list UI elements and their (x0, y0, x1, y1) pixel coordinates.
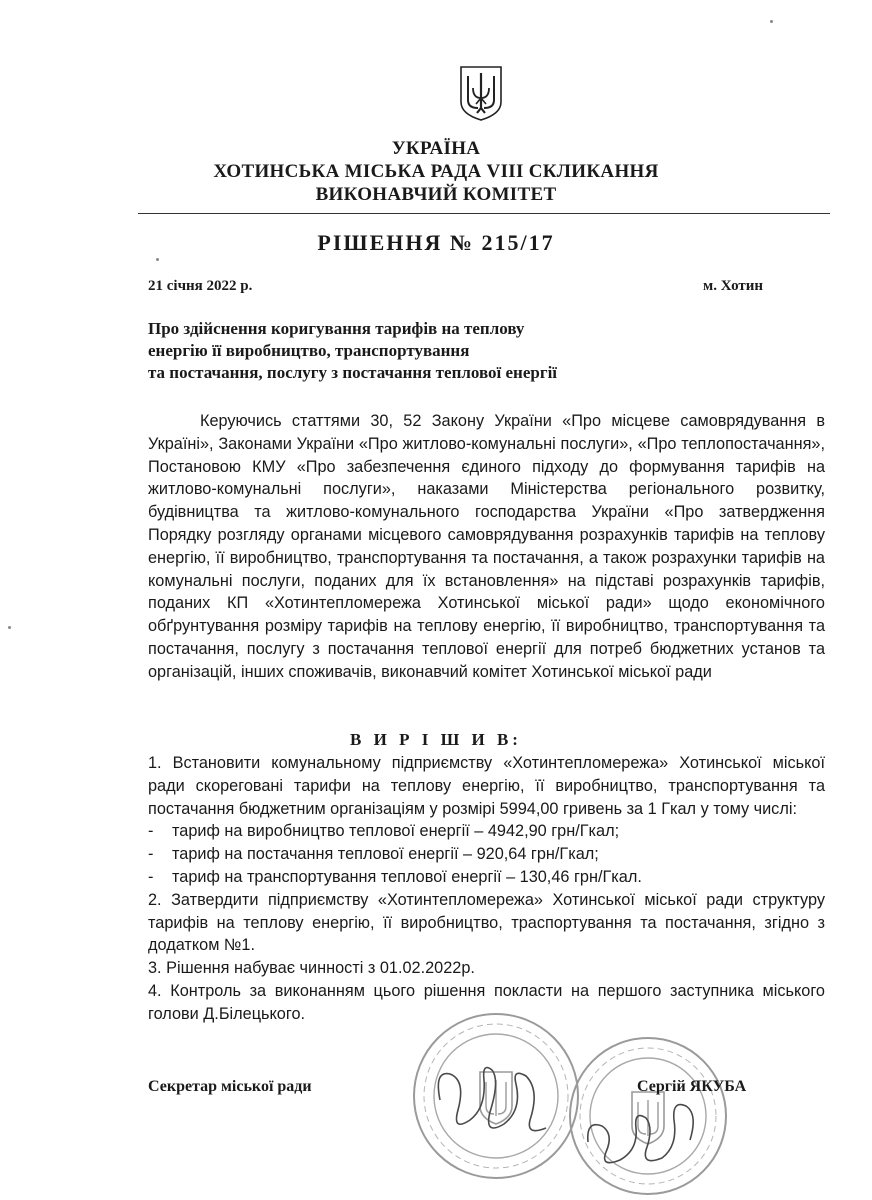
tariff-list (148, 820, 825, 888)
trident-emblem-icon (458, 64, 504, 122)
tariff-item-text: тариф на постачання теплової енергії – 920,64 грн/Гкал; (172, 845, 599, 864)
signature-name: Сергій ЯКУБА (637, 1078, 747, 1095)
subject-line: та постачання, послугу з постачання теплової енергії (148, 363, 558, 382)
signature-position: Секретар міської ради (148, 1078, 312, 1095)
item-1: 1. Встановити комунальному підприємству «Хотинтепломережа» Хотинської міської ради скореговані тарифи на теплову енергію, її виробництво, транспортування та постачання бюджетним організаціям у розмірі 5994,00 гривень за 1 Гкал у тому числі: (148, 754, 825, 818)
list-dash: - (148, 845, 154, 864)
resolution-items (148, 752, 825, 1026)
tariff-item (148, 843, 825, 866)
header-council: ХОТИНСЬКА МІСЬКА РАДА VIII СКЛИКАННЯ (213, 161, 659, 182)
decision-city: м. Хотин (703, 278, 764, 294)
handwritten-signature-icon (430, 1040, 570, 1150)
tariff-item-text: тариф на виробництво теплової енергії – 4942,90 грн/Гкал; (172, 822, 620, 841)
list-dash: - (148, 867, 154, 886)
subject-line: енергію її виробництво, транспортування (148, 341, 470, 360)
decision-subject (148, 318, 557, 384)
decision-date: 21 січня 2022 р. (148, 278, 253, 294)
tariff-item (148, 820, 825, 843)
scan-speck (8, 626, 11, 629)
list-dash: - (148, 822, 154, 841)
item-2: 2. Затвердити підприємству «Хотинтепломережа» Хотинської міської ради структуру тарифів на теплову енергію, її виробництво, траспортування та постачання, згідно з додатком №1. (148, 890, 825, 955)
item-4: 4. Контроль за виконанням цього рішення покласти на першого заступника міського голови Д.Білецького. (148, 981, 825, 1023)
header-divider (138, 213, 830, 214)
item-3: 3. Рішення набуває чинності з 01.02.2022р. (148, 959, 475, 978)
tariff-item-text: тариф на транспортування теплової енергії – 130,46 грн/Гкал. (172, 867, 642, 886)
scan-speck (770, 20, 773, 23)
tariff-item (148, 866, 825, 889)
header-committee: ВИКОНАВЧИЙ КОМІТЕТ (315, 184, 557, 205)
scan-speck (156, 258, 159, 261)
header-country: УКРАЇНА (391, 138, 481, 159)
decision-title: РІШЕННЯ № 215/17 (317, 230, 555, 255)
subject-line: Про здійснення коригування тарифів на теплову (148, 319, 525, 338)
preamble-block (148, 410, 825, 684)
resolved-heading: В И Р І Ш И В: (350, 730, 522, 749)
preamble-paragraph: Керуючись статтями 30, 52 Закону України «Про місцеве самоврядування в Україні», Законами України «Про житлово-комунальні послуги», «Про теплопостачання», Постановою КМУ «Про забезпечення єдиного підходу до формування тарифів на житлово-комунальні послуги», наказами Міністерства регіонального розвитку, будівництва та житлово-комунального господарства України «Про затвердження Порядку розгляду органами місцевого самоврядування розрахунків тарифів на теплову енергію, її виробництво, транспортування та постачання, а також розрахунки тарифів на комунальні послуги, поданих для їх встановлення» на підставі розрахунків тарифів, поданих КП «Хотинтепломережа Хотинської міської ради» щодо економічного обґрунтування розміру тарифів на теплову енергію, її виробництво, транспортування та постачання, послугу з постачання теплової енергії для потреб бюджетних установ та організацій, інших споживачів, виконавчий комітет Хотинської міської ради (148, 412, 825, 681)
